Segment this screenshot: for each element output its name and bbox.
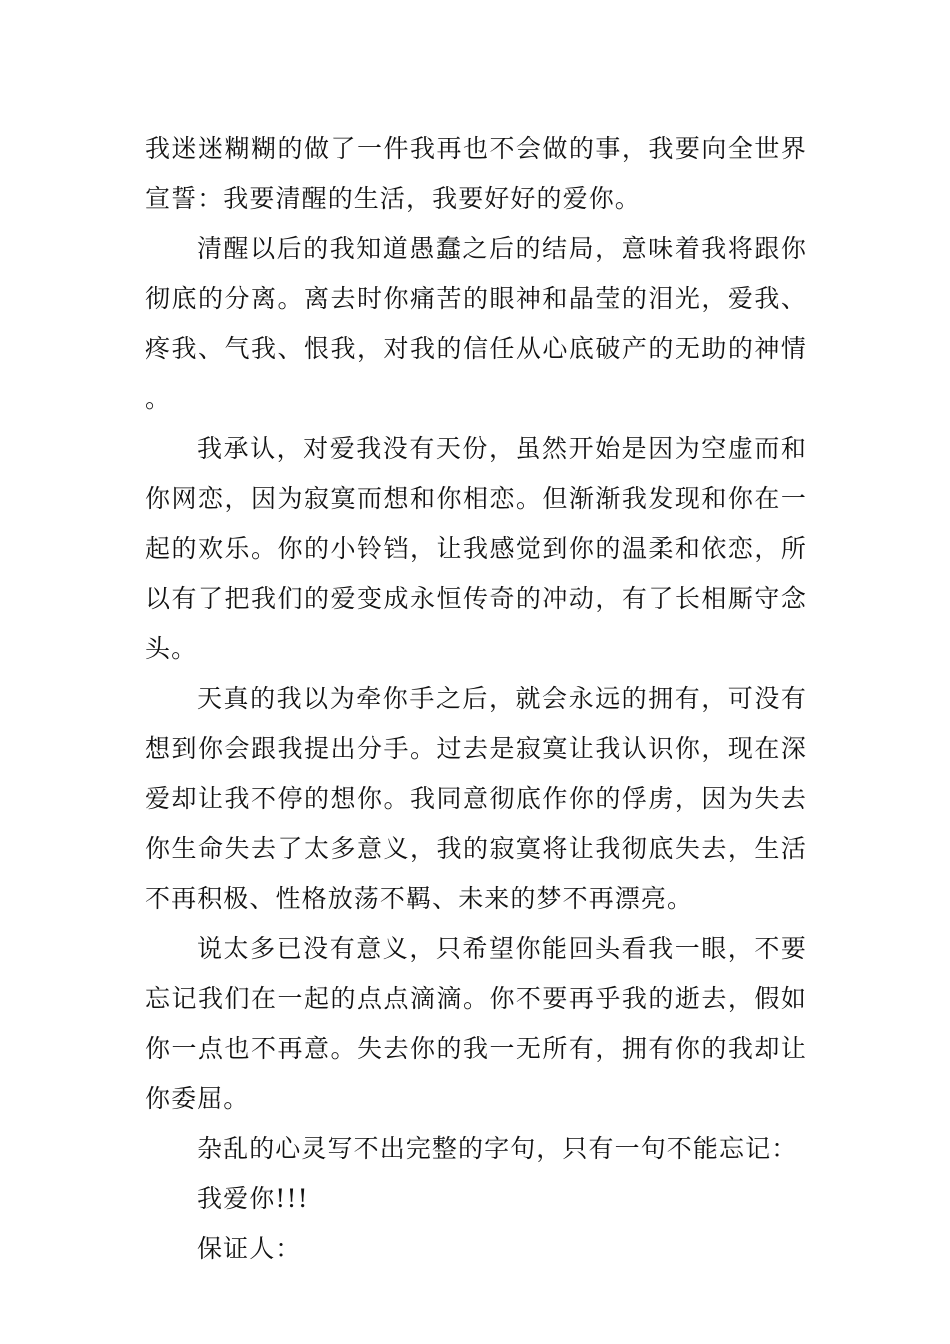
paragraph-4: 天真的我以为牵你手之后，就会永远的拥有，可没有想到你会跟我提出分手。过去是寂寞让我认识你，现在深爱却让我不停的想你。我同意彻底作你的俘虏，因为失去你生命失去了太多意义，我的寂寞将让我彻底失去，生活不再积极、性格放荡不羁、未来的梦不再漂亮。	[145, 684, 807, 913]
guarantor-label: 保证人：	[197, 1234, 302, 1263]
document-page	[145, 124, 807, 1274]
closing-line-declaration: 我爱你!!!	[197, 1184, 309, 1213]
paragraph-1: 我迷迷糊糊的做了一件我再也不会做的事，我要向全世界宣誓：我要清醒的生活，我要好好的爱你。	[145, 134, 807, 213]
closing-line-1: 杂乱的心灵写不出完整的字句，只有一句不能忘记：	[197, 1134, 798, 1163]
paragraph-3: 我承认，对爱我没有天份，虽然开始是因为空虚而和你网恋，因为寂寞而想和你相恋。但渐渐我发现和你在一起的欢乐。你的小铃铛，让我感觉到你的温柔和依恋，所以有了把我们的爱变成永恒传奇的冲动，有了长相厮守念头。	[145, 434, 807, 663]
paragraph-5: 说太多已没有意义，只希望你能回头看我一眼，不要忘记我们在一起的点点滴滴。你不要再乎我的逝去，假如你一点也不再意。失去你的我一无所有，拥有你的我却让你委屈。	[145, 934, 807, 1113]
paragraph-2: 清醒以后的我知道愚蠢之后的结局，意味着我将跟你彻底的分离。离去时你痛苦的眼神和晶莹的泪光，爱我、疼我、气我、恨我，对我的信任从心底破产的无助的神情。	[145, 234, 807, 413]
